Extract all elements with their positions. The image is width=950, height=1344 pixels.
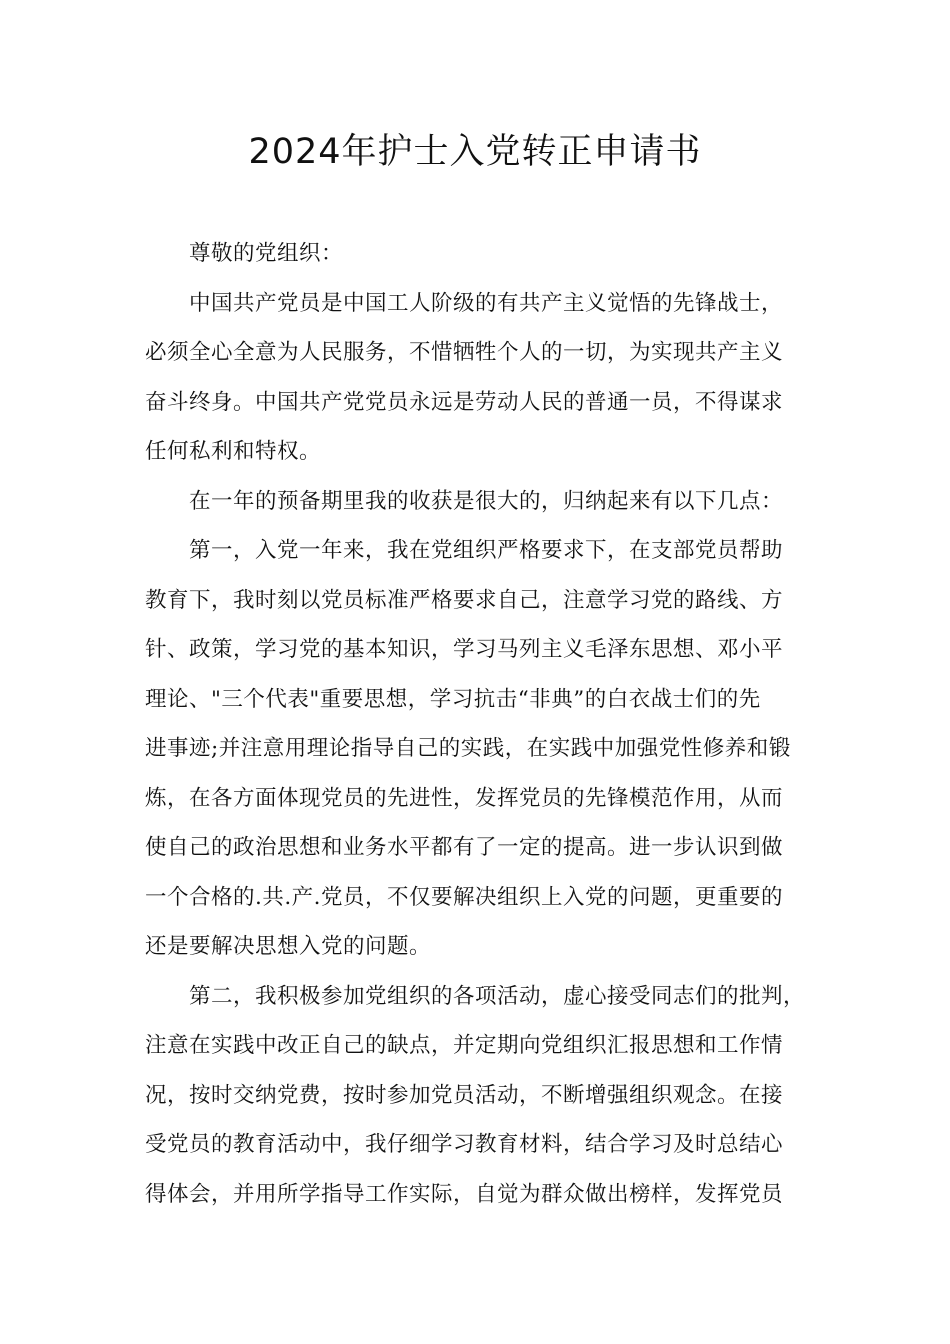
body-line: 任何私利和特权。 [145, 439, 322, 464]
body-line: 第一，入党一年来，我在党组织严格要求下，在支部党员帮助 [189, 538, 784, 563]
body-line: 教育下，我时刻以党员标准严格要求自己，注意学习党的路线、方 [145, 587, 784, 613]
document-body [145, 229, 813, 1219]
body-line: 炼，在各方面体现党员的先进性，发挥党员的先锋模范作用，从而 [145, 785, 784, 811]
body-line: 受党员的教育活动中，我仔细学习教育材料，结合学习及时总结心 [145, 1132, 784, 1157]
body-line: 理论、"三个代表"重要思想，学习抗击“非典”的白衣战士们的先 [145, 686, 761, 712]
body-line: 一个合格的.共.产.党员，不仅要解决组织上入党的问题，更重要的 [145, 884, 784, 910]
body-line: 注意在实践中改正自己的缺点，并定期向党组织汇报思想和工作情 [145, 1033, 784, 1058]
body-line: 第二，我积极参加党组织的各项活动，虚心接受同志们的批判， [189, 983, 806, 1009]
body-line: 中国共产党员是中国工人阶级的有共产主义觉悟的先锋战士， [189, 290, 784, 316]
body-line: 进事迹;并注意用理论指导自己的实践，在实践中加强党性修养和锻 [145, 736, 791, 761]
body-line: 针、政策，学习党的基本知识，学习马列主义毛泽东思想、邓小平 [145, 637, 784, 662]
body-line: 得体会，并用所学指导工作实际，自觉为群众做出榜样，发挥党员 [145, 1181, 784, 1207]
body-line: 使自己的政治思想和业务水平都有了一定的提高。进一步认识到做 [145, 835, 784, 860]
body-line: 况，按时交纳党费，按时参加党员活动，不断增强组织观念。在接 [145, 1082, 784, 1108]
body-line: 奋斗终身。中国共产党党员永远是劳动人民的普通一员，不得谋求 [145, 389, 784, 415]
salutation: 尊敬的党组织： [189, 241, 344, 266]
body-line: 在一年的预备期里我的收获是很大的，归纳起来有以下几点： [189, 488, 784, 514]
document-title: 2024年护士入党转正申请书 [248, 132, 702, 172]
body-line: 还是要解决思想入党的问题。 [145, 934, 432, 959]
body-line: 必须全心全意为人民服务，不惜牺牲个人的一切，为实现共产主义 [145, 340, 784, 365]
